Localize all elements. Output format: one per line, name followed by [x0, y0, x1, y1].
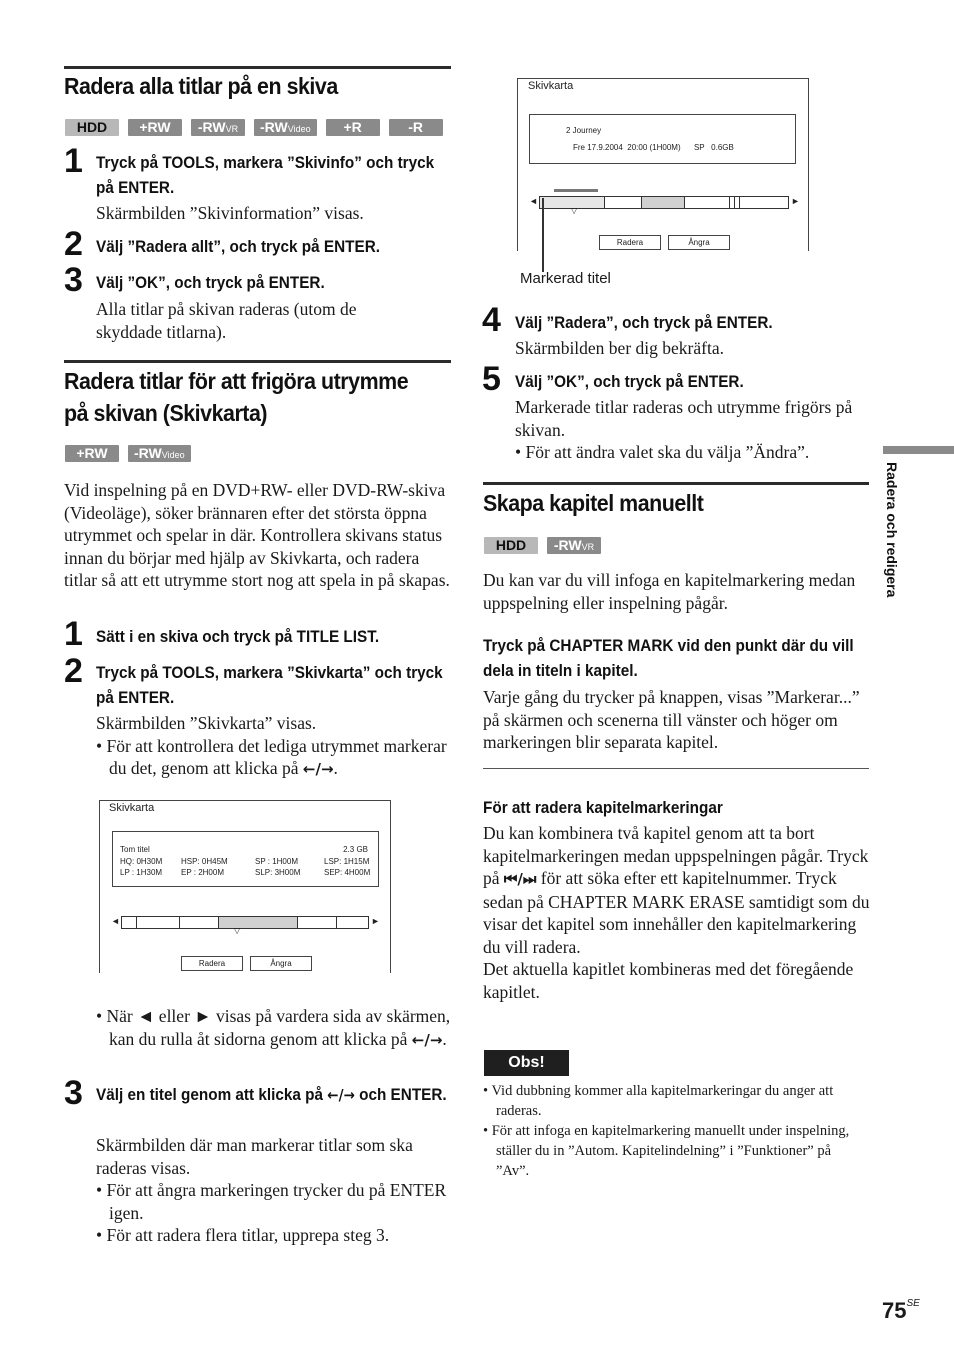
s2-scroll-bullet: • När ◄ eller ► visas på vardera sida av skärmen, kan du rulla åt sidorna genom att klicka på ←/→.: [96, 1006, 451, 1049]
s2-step2-bullet: • För att kontrollera det lediga utrymmet markerar du det, genom att klicka på ←/→.: [96, 735, 447, 778]
badge-hdd: HDD: [484, 537, 538, 554]
bar-segment: [685, 197, 730, 208]
screen1-sep: SEP: 4H00M: [324, 868, 371, 877]
bar-segment: [122, 917, 137, 928]
section2-title-line1: Radera titlar för att frigöra utrymme: [64, 368, 409, 394]
screen2-highlight-bar: [554, 189, 598, 192]
s2-step3-bullet2: • För att radera flera titlar, upprepa steg 3.: [96, 1225, 390, 1245]
bar-segment: [298, 917, 337, 928]
bar-segment-selected: [219, 917, 298, 928]
side-tab-label: Radera och redigera: [884, 462, 900, 598]
page-number: $75^{SE}$: [882, 1298, 920, 1323]
skivkarta-screen-2: [517, 78, 809, 251]
s1-step3-number: 3: [64, 261, 83, 299]
r-step4-heading: Välj ”Radera”, och tryck på ENTER.: [515, 313, 773, 332]
section2-rule: [64, 360, 451, 363]
screen2-angra-button[interactable]: Ångra: [668, 235, 730, 250]
screen2-radera-button[interactable]: Radera: [599, 235, 661, 250]
section2-title: [64, 365, 455, 429]
side-tab-marker: [883, 446, 954, 454]
r-step5-body-text: Markerade titlar raderas och utrymme frigörs på skivan.: [515, 397, 853, 440]
screen1-slp: SLP: 3H00M: [255, 868, 301, 877]
s2-step3-body-text: Skärmbilden där man markerar titlar som ska raderas visas.: [96, 1135, 413, 1178]
bar-segment: [605, 197, 642, 208]
s2-step3-heading: Välj en titel genom att klicka på ←/→ och ENTER.: [96, 1085, 447, 1104]
obs-label: Obs!: [484, 1050, 569, 1076]
screen1-lp: LP : 1H30M: [120, 868, 163, 877]
screen1-tom-titel: Tom titel: [120, 845, 150, 854]
s1-step3-heading: Välj ”OK”, och tryck på ENTER.: [96, 273, 325, 292]
markerad-titel-caption: Markerad titel: [520, 270, 611, 287]
scroll-left-icon[interactable]: ◄: [111, 916, 120, 926]
r-step5-heading: Välj ”OK”, och tryck på ENTER.: [515, 372, 744, 391]
s1-step1-body: Skärmbilden ”Skivinformation” visas.: [96, 203, 364, 223]
arrow-left-right-icon: ←/→: [302, 760, 334, 778]
screen1-size: 2.3 GB: [343, 845, 368, 854]
skip-prev-next-icon: ⏮/⏭: [503, 870, 537, 888]
screen1-disc-bar: [121, 916, 369, 929]
s2-step2-body-text: Skärmbilden ”Skivkarta” visas.: [96, 713, 317, 733]
section2-intro: Vid inspelning på en DVD+RW- eller DVD-RW-skiva (Videoläge), söker brännaren efter det största öppna utrymmet och spelar in där. Kontrollera skivans status innan du börjar med hjälp av Skivkarta, och radera titlar så att ett utrymme stort nog att spela in på skapas.: [64, 480, 450, 590]
scroll-right-icon[interactable]: ►: [371, 916, 380, 926]
s2-step2-body: [96, 712, 456, 781]
erase-body-2: Det aktuella kapitlet kombineras med det föregående kapitlet.: [483, 959, 854, 1002]
screen2-line2: Fre 17.9.2004 20:00 (1H00M) SP 0.6GB: [573, 143, 734, 152]
note-2: • För att infoga en kapitelmarkering manuellt under inspelning, ställer du in ”Autom. Kapitelindelning” i ”Funktioner” på ”Av”.: [483, 1123, 850, 1179]
section3-title: Skapa kapitel manuellt: [483, 490, 704, 516]
page-suffix: SE: [906, 1298, 920, 1309]
s1-step2-number: 2: [64, 225, 83, 263]
s2-step3-bullet1: • För att ångra markeringen trycker du på ENTER igen.: [96, 1180, 447, 1223]
bar-segment: [735, 197, 740, 208]
bar-segment: [642, 197, 685, 208]
badge-plus-r: +R: [326, 119, 380, 136]
screen1-title: Skivkarta: [109, 802, 155, 814]
notes: [483, 1081, 863, 1181]
s2-step1-heading: Sätt i en skiva och tryck på TITLE LIST.: [96, 627, 380, 646]
section1-rule: [64, 66, 451, 69]
screen1-angra-button[interactable]: Ångra: [250, 956, 312, 971]
section3-intro: Du kan var du vill infoga en kapitelmarkering medan uppspelning eller inspelning pågår.: [483, 570, 856, 613]
badge-minus-r: -R: [389, 119, 443, 136]
s1-step1-heading: Tryck på TOOLS, markera ”Skivinfo” och tryck på ENTER.: [96, 153, 435, 197]
arrow-left-right-icon: ←/→: [327, 1086, 355, 1104]
s1-step1-number: 1: [64, 142, 83, 180]
screen1-hsp: HSP: 0H45M: [181, 857, 228, 866]
screen2-info-box: [529, 114, 796, 164]
screen1-info-box: [112, 831, 379, 887]
erase-heading: För att radera kapitelmarkeringar: [483, 798, 723, 817]
scroll-right-icon[interactable]: ►: [791, 196, 800, 206]
scroll-left-icon[interactable]: ◄: [529, 196, 538, 206]
badge-minus-rw-vr: -RWVR: [547, 537, 601, 554]
skivkarta-screen-1: [99, 800, 391, 973]
badge-hdd: HDD: [65, 119, 119, 136]
bar-segment: [137, 917, 180, 928]
bar-segment: [180, 917, 219, 928]
s1-step3-body: Alla titlar på skivan raderas (utom de skyddade titlarna).: [96, 299, 357, 342]
screen1-sp: SP : 1H00M: [255, 857, 298, 866]
screen1-ep: EP : 2H00M: [181, 868, 224, 877]
section3-rule: [483, 482, 869, 485]
section1-badges: [65, 119, 443, 136]
section2-title-line2: på skivan (Skivkarta): [64, 400, 268, 426]
screen1-hq: HQ: 0H30M: [120, 857, 163, 866]
screen2-title: Skivkarta: [528, 80, 574, 92]
r-step5-number: 5: [482, 360, 501, 398]
marker-icon: ▽: [234, 926, 241, 935]
r-step5-body: [515, 396, 875, 464]
screen1-lsp: LSP: 1H15M: [324, 857, 370, 866]
s2-step2-heading: Tryck på TOOLS, markera ”Skivkarta” och tryck på ENTER.: [96, 663, 443, 707]
marker-icon: ▽: [571, 206, 578, 215]
badge-minus-rw-video: -RWVideo: [128, 445, 191, 462]
r-step4-number: 4: [482, 301, 501, 339]
s2-step3-number: 3: [64, 1074, 83, 1112]
s2-step2-number: 2: [64, 652, 83, 690]
callout-line: [542, 198, 544, 272]
section3-subhead: Tryck på CHAPTER MARK vid den punkt där du vill dela in titeln i kapitel.: [483, 636, 854, 680]
arrow-left-right-icon: ←/→: [411, 1030, 443, 1049]
r-step5-bullet: • För att ändra valet ska du välja ”Ändra”.: [515, 442, 810, 462]
section2-badges: [65, 445, 191, 462]
badge-minus-rw-vr: -RWVR: [191, 119, 245, 136]
s2-step3-body: [96, 1134, 456, 1247]
s2-step1-number: 1: [64, 615, 83, 653]
erase-body: Du kan kombinera två kapitel genom att ta bort kapitelmarkeringen medan uppspelningen pågår. Tryck på ⏮/⏭ för att söka efter ett kapitelnummer. Tryck sedan på CHAPTER MARK ERASE samtidigt som du visar det kapitel som innehåller den kapitelmarkering du vill radera. Det aktuella kapitlet kombineras med det föregående kapitlet.: [483, 823, 870, 1002]
badge-minus-rw-video: -RWVideo: [254, 119, 317, 136]
screen2-line1: 2 Journey: [566, 126, 602, 135]
r-step4-body: Skärmbilden ber dig bekräfta.: [515, 338, 724, 358]
section3-divider: [483, 768, 869, 769]
section3-subbody: Varje gång du trycker på knappen, visas ”Markerar...” på skärmen och scenerna till vänster och höger om markeringen blir separata kapitel.: [483, 687, 860, 752]
section1-title: Radera alla titlar på en skiva: [64, 73, 338, 99]
badge-plus-rw: +RW: [128, 119, 182, 136]
screen1-radera-button[interactable]: Radera: [181, 956, 243, 971]
section3-badges: [484, 537, 601, 554]
s1-step2-heading: Välj ”Radera allt”, och tryck på ENTER.: [96, 237, 380, 256]
note-1: • Vid dubbning kommer alla kapitelmarkeringar du anger att raderas.: [483, 1083, 834, 1119]
badge-plus-rw: +RW: [65, 445, 119, 462]
